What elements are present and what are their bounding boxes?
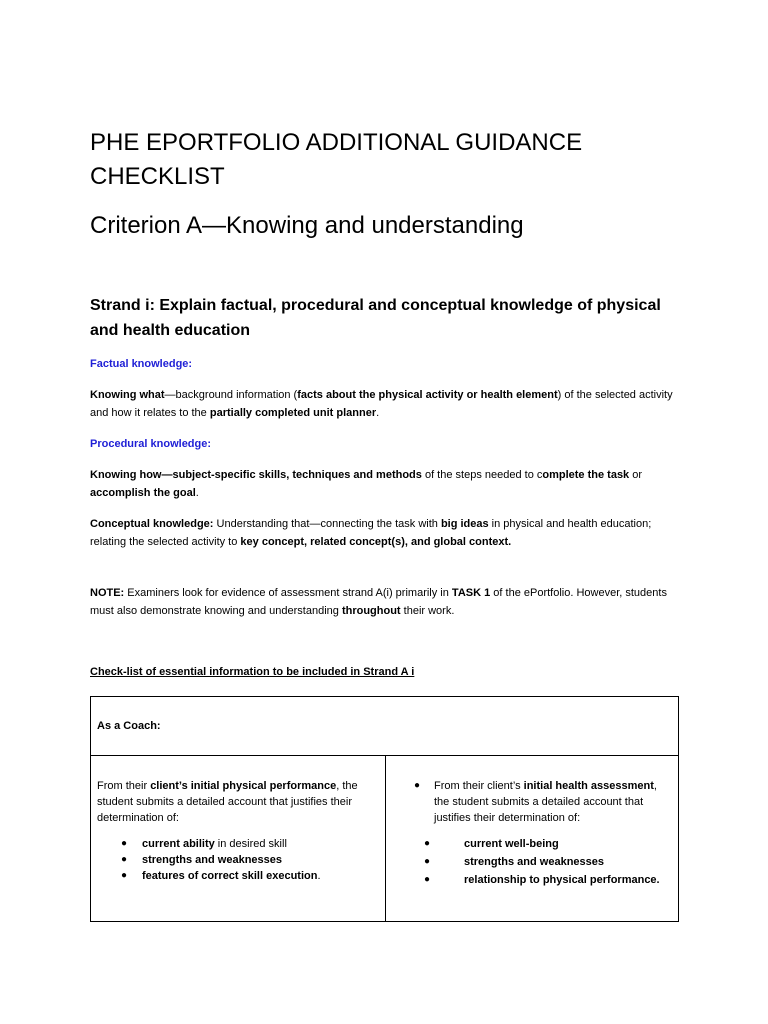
- table-header-row: [91, 697, 679, 756]
- bullet-icon: ●: [424, 856, 431, 867]
- factual-bold-1: facts about the physical activity or health element: [297, 389, 558, 401]
- physical-performance-list: [97, 836, 379, 884]
- coach-header-cell: As a Coach:: [91, 697, 679, 756]
- right-bold-1: initial health assessment: [523, 780, 654, 792]
- factual-heading: Factual knowledge:: [90, 358, 193, 370]
- left-text-1: From their: [97, 780, 151, 792]
- list-item: [97, 836, 379, 852]
- list-item: [392, 872, 672, 888]
- note-paragraph: [90, 585, 680, 620]
- factual-text-1: —background information (: [164, 389, 298, 401]
- list-item: [97, 868, 379, 884]
- conceptual-bold-1: big ideas: [440, 518, 489, 530]
- list-item-bold: current well-being: [464, 838, 559, 850]
- note-bold-1: TASK 1: [451, 587, 491, 599]
- health-assessment-intro: [392, 778, 672, 826]
- right-text-1: From their client’s: [434, 780, 524, 792]
- procedural-text-1: of the steps needed to c: [421, 469, 543, 481]
- bullet-icon: ●: [121, 854, 128, 865]
- note-text-3: their work.: [400, 604, 455, 617]
- bullet-icon: ●: [424, 838, 431, 849]
- list-item-text: .: [317, 870, 321, 882]
- bullet-icon: ●: [121, 838, 128, 849]
- left-bold-1: client’s initial physical performance: [150, 780, 337, 792]
- physical-performance-intro: [97, 778, 379, 826]
- list-item-bold: relationship to physical performance.: [464, 874, 660, 886]
- left-text-2: , the student submits a detailed account that justifies their determination of:: [97, 780, 358, 824]
- procedural-text-2: or: [629, 469, 643, 481]
- procedural-heading: Procedural knowledge:: [90, 438, 212, 450]
- factual-text-3: .: [376, 406, 380, 419]
- note-text-1: Examiners look for evidence of assessment strand A(i) primarily in: [124, 587, 452, 599]
- page-title: PHE EPORTFOLIO ADDITIONAL GUIDANCE CHECKLIST: [90, 129, 583, 190]
- list-item: [392, 836, 672, 852]
- procedural-lead: Knowing how—subject-specific skills, techniques and methods: [90, 469, 422, 481]
- list-item-bold: strengths and weaknesses: [142, 854, 283, 866]
- bullet-icon: ●: [414, 780, 421, 791]
- health-assessment-cell: [386, 756, 679, 922]
- list-item: [97, 852, 379, 868]
- factual-bold-2: partially completed unit planner: [209, 406, 377, 419]
- bullet-icon: ●: [424, 874, 431, 885]
- factual-lead: Knowing what: [90, 389, 165, 401]
- procedural-paragraph: [90, 467, 680, 502]
- conceptual-bold-2: key concept, related concept(s), and global context.: [240, 535, 512, 548]
- procedural-bold-1: omplete the task: [542, 469, 630, 481]
- note-bold-2: throughout: [341, 604, 401, 617]
- factual-paragraph: [90, 387, 680, 422]
- conceptual-text-2: in physical and health education; relating the selected activity to: [90, 518, 652, 548]
- checklist-table: [90, 696, 679, 922]
- factual-text-2: ) of the selected activity and how it relates to the: [90, 389, 673, 419]
- criterion-heading: Criterion A—Knowing and understanding: [90, 212, 524, 239]
- list-item-text: in desired skill: [214, 838, 287, 850]
- checklist-title: Check-list of essential information to be included in Strand A i: [90, 666, 415, 678]
- bullet-icon: ●: [121, 870, 128, 881]
- procedural-text-3: .: [195, 486, 199, 499]
- health-assessment-list: [392, 836, 672, 888]
- procedural-bold-2: accomplish the goal: [90, 486, 196, 499]
- conceptual-paragraph: [90, 516, 680, 551]
- list-item-bold: strengths and weaknesses: [464, 856, 605, 868]
- list-item-bold: current ability: [142, 838, 215, 850]
- strand-heading: Strand i: Explain factual, procedural and conceptual knowledge of physical and health education: [90, 297, 661, 339]
- list-item-bold: features of correct skill execution: [142, 870, 318, 882]
- conceptual-lead: Conceptual knowledge:: [90, 518, 214, 530]
- conceptual-text-1: Understanding that—connecting the task with: [213, 518, 441, 530]
- physical-performance-cell: [91, 756, 386, 922]
- table-row: [91, 756, 679, 922]
- right-text-2: , the student submits a detailed account that justifies their determination of:: [434, 780, 657, 824]
- list-item: [392, 854, 672, 870]
- note-lead: NOTE:: [90, 587, 125, 599]
- note-text-2: of the ePortfolio. However, students must also demonstrate knowing and understanding: [90, 587, 667, 617]
